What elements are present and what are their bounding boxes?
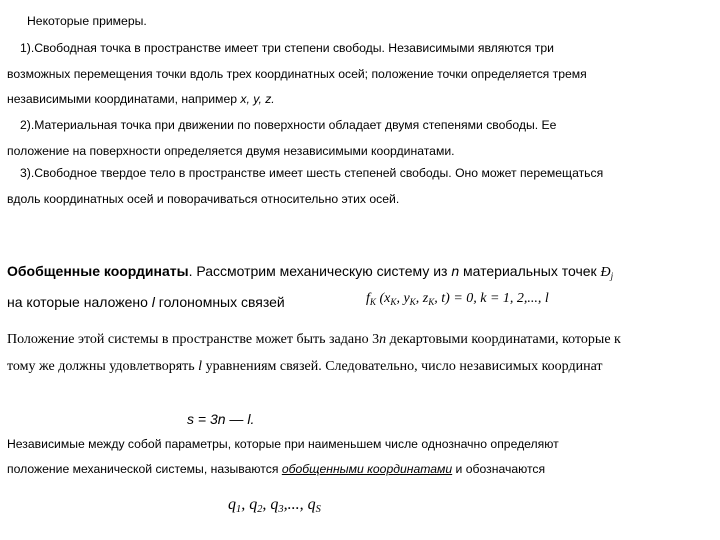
q-list: $q_1$, $q_2$, $q_3$,..., $q_S$ (228, 496, 321, 515)
point-symbol: $Ð_j$ (600, 265, 614, 281)
generalized-line-2-a: на которые наложено (7, 294, 152, 310)
l-var: l (151, 294, 155, 310)
generalized-line-1-b: материальных точек (459, 263, 601, 279)
example-1-vars: x, y, z. (240, 92, 275, 106)
generalized-line-1-a: . Рассмотрим механическую систему из (188, 263, 452, 279)
generalized-coordinates-term: обобщенными координатами (281, 462, 453, 476)
definition-line-2: положение механической системы, называются обобщенными координатами и обозначаются (7, 462, 546, 476)
definition-line-1: Независимые между собой параметры, которые при наименьшем числе однозначно определяют (7, 437, 559, 451)
dof-formula: s = 3n — l. (187, 411, 255, 427)
example-1-line-1: 1).Свободная точка в пространстве имеет три степени свободы. Независимыми являются три (20, 41, 554, 55)
examples-heading: Некоторые примеры. (27, 14, 147, 28)
constraint-equation: $f_K$ ($x_K$, $y_K$, $z_K$, t) = 0, k = 1, 2,..., l (366, 291, 549, 307)
serif-line-1: Положение этой системы в пространстве может быть задано 3n декартовыми координатами, которые к (7, 332, 621, 347)
example-1-line-2: возможных перемещения точки вдоль трех координатных осей; положение точки определяется тремя (7, 67, 587, 81)
generalized-line-1 (7, 262, 613, 285)
example-3-line-1: 3).Свободное твердое тело в пространстве имеет шесть степеней свободы. Оно может перемещаться (20, 166, 604, 180)
generalized-line-2-b: голономных связей (154, 294, 285, 310)
example-2-line-2: положение на поверхности определяется двумя независимыми координатами. (7, 144, 455, 158)
example-2-line-1: 2).Материальная точка при движении по поверхности обладает двумя степенями свободы. Ее (20, 118, 557, 132)
generalized-title: Обобщенные координаты (7, 263, 189, 279)
generalized-line-2 (7, 293, 285, 311)
example-1-line-3 (7, 91, 275, 107)
example-3-line-2: вдоль координатных осей и поворачиваться относительно этих осей. (7, 192, 400, 206)
example-1-line-3-text: независимыми координатами, например (7, 92, 241, 106)
serif-line-2: тому же должны удовлетворять l уравнениям связей. Следовательно, число независимых координат (7, 359, 603, 374)
n-var: n (451, 263, 460, 279)
